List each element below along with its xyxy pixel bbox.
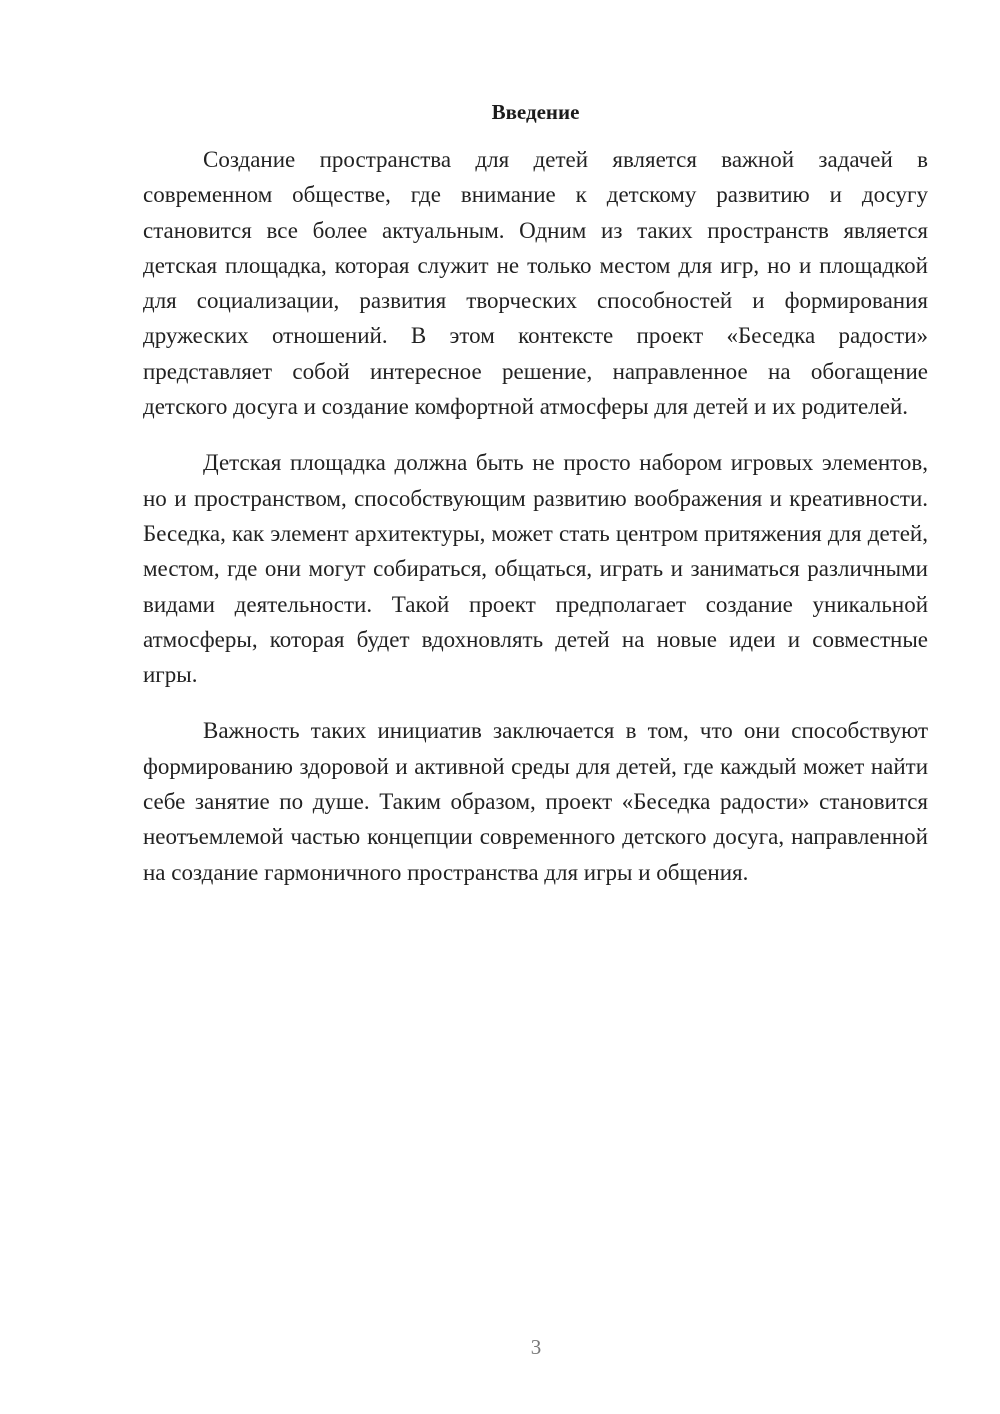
paragraph-2: Детская площадка должна быть не просто набором игровых элементов, но и пространством, способствующим развитию воображения и креативности. Беседка, как элемент архитектуры, может стать центром притяжения для детей, местом, где они могут собираться, общаться, играть и заниматься различными видами деятельности. Такой проект предполагает создание уникальной атмосферы, которая будет вдохновлять детей на новые идеи и совместные игры.	[143, 450, 928, 688]
paragraph-3: Важность таких инициатив заключается в том, что они способствуют формированию здоровой и активной среды для детей, где каждый может найти себе занятие по душе. Таким образом, проект «Беседка радости» становится неотъемлемой частью концепции современного детского досуга, направленной на создание гармоничного пространства для игры и общения.	[143, 718, 928, 885]
page-number: 3	[530, 1335, 542, 1359]
paragraph-1: Создание пространства для детей является важной задачей в современном обществе, где внимание к детскому развитию и досугу становится все более актуальным. Одним из таких пространств является детская площадка, которая служит не только местом для игр, но и площадкой для социализации, развития творческих способностей и формирования дружеских отношений. В этом контексте проект «Беседка радости» представляет собой интересное решение, направленное на обогащение детского досуга и создание комфортной атмосферы для детей и их родителей.	[143, 147, 928, 420]
section-heading: Введение	[491, 100, 580, 124]
body-text	[143, 142, 928, 911]
